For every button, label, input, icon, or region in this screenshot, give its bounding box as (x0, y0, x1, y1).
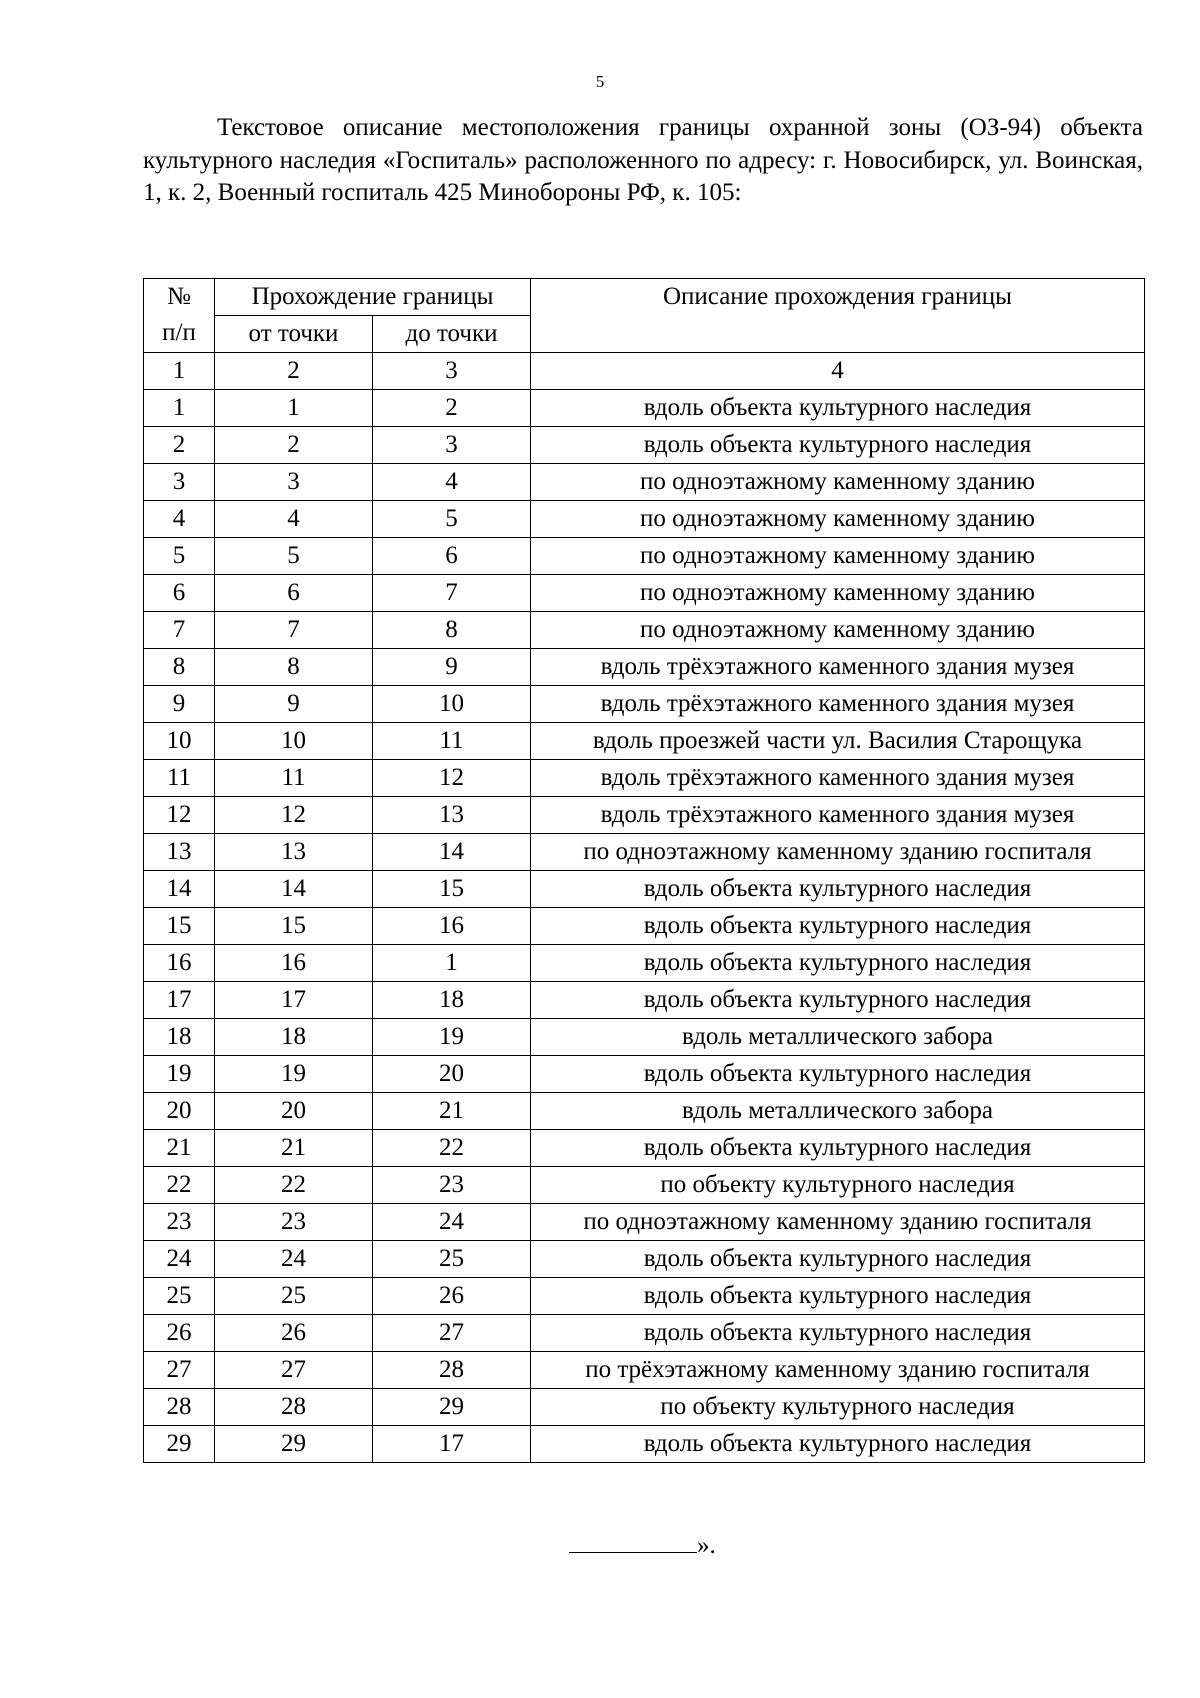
cell-description: по одноэтажному каменному зданию госпиталя (531, 1204, 1145, 1241)
column-number: 4 (531, 353, 1145, 390)
cell-to-point: 11 (373, 723, 531, 760)
cell-row-number: 28 (144, 1389, 215, 1426)
cell-to-point: 26 (373, 1278, 531, 1315)
cell-to-point: 18 (373, 982, 531, 1019)
cell-row-number: 12 (144, 797, 215, 834)
cell-description: по трёхэтажному каменному зданию госпиталя (531, 1352, 1145, 1389)
cell-row-number: 11 (144, 760, 215, 797)
page-number: 5 (595, 72, 605, 91)
cell-row-number: 16 (144, 945, 215, 982)
cell-row-number: 17 (144, 982, 215, 1019)
table-body (144, 279, 1145, 1463)
cell-to-point: 5 (373, 501, 531, 538)
cell-row-number: 25 (144, 1278, 215, 1315)
cell-to-point: 15 (373, 871, 531, 908)
table-row (144, 1093, 1145, 1130)
table-row (144, 797, 1145, 834)
cell-from-point: 7 (215, 612, 373, 649)
cell-from-point: 1 (215, 390, 373, 427)
table-row (144, 464, 1145, 501)
cell-row-number: 24 (144, 1241, 215, 1278)
cell-from-point: 4 (215, 501, 373, 538)
cell-description: вдоль объекта культурного наследия (531, 1315, 1145, 1352)
cell-row-number: 8 (144, 649, 215, 686)
cell-description: вдоль трёхэтажного каменного здания музея (531, 686, 1145, 723)
closing-quote: ». (697, 1532, 716, 1559)
closing-mark (569, 1530, 716, 1560)
header-to-point: до точки (373, 316, 531, 353)
cell-from-point: 24 (215, 1241, 373, 1278)
cell-description: вдоль объекта культурного наследия (531, 945, 1145, 982)
cell-to-point: 8 (373, 612, 531, 649)
cell-to-point: 20 (373, 1056, 531, 1093)
cell-from-point: 10 (215, 723, 373, 760)
table-row (144, 1426, 1145, 1463)
cell-description: по объекту культурного наследия (531, 1389, 1145, 1426)
cell-to-point: 4 (373, 464, 531, 501)
cell-description: вдоль объекта культурного наследия (531, 1130, 1145, 1167)
cell-to-point: 6 (373, 538, 531, 575)
cell-row-number: 4 (144, 501, 215, 538)
table-row (144, 871, 1145, 908)
cell-row-number: 27 (144, 1352, 215, 1389)
intro-paragraph: Текстовое описание местоположения границы охранной зоны (ОЗ-94) объекта культурного наследия «Госпиталь» расположенного по адресу: г. Новосибирск, ул. Воинская, 1, к. 2, Военный госпиталь 425 Минобороны РФ, к. 105: (143, 114, 1143, 206)
cell-row-number: 21 (144, 1130, 215, 1167)
cell-to-point: 3 (373, 427, 531, 464)
cell-from-point: 12 (215, 797, 373, 834)
cell-to-point: 2 (373, 390, 531, 427)
cell-to-point: 27 (373, 1315, 531, 1352)
table-row (144, 501, 1145, 538)
cell-from-point: 23 (215, 1204, 373, 1241)
table-row (144, 575, 1145, 612)
cell-description: вдоль объекта культурного наследия (531, 1278, 1145, 1315)
table-row (144, 1019, 1145, 1056)
table-row (144, 1352, 1145, 1389)
table-row (144, 686, 1145, 723)
cell-from-point: 27 (215, 1352, 373, 1389)
column-numbers-row (144, 353, 1145, 390)
cell-row-number: 26 (144, 1315, 215, 1352)
cell-to-point: 19 (373, 1019, 531, 1056)
cell-description: по объекту культурного наследия (531, 1167, 1145, 1204)
cell-row-number: 14 (144, 871, 215, 908)
cell-description: по одноэтажному каменному зданию (531, 464, 1145, 501)
table-row (144, 834, 1145, 871)
header-number (144, 279, 215, 353)
cell-description: по одноэтажному каменному зданию (531, 538, 1145, 575)
cell-to-point: 29 (373, 1389, 531, 1426)
cell-description: вдоль объекта культурного наследия (531, 908, 1145, 945)
cell-row-number: 23 (144, 1204, 215, 1241)
cell-description: вдоль объекта культурного наследия (531, 1056, 1145, 1093)
cell-description: вдоль объекта культурного наследия (531, 1426, 1145, 1463)
table-header-row (144, 279, 1145, 316)
cell-row-number: 22 (144, 1167, 215, 1204)
cell-description: вдоль объекта культурного наследия (531, 390, 1145, 427)
header-from-point: от точки (215, 316, 373, 353)
cell-description: вдоль объекта культурного наследия (531, 871, 1145, 908)
cell-description: вдоль проезжей части ул. Василия Старощука (531, 723, 1145, 760)
table-row (144, 1167, 1145, 1204)
cell-to-point: 21 (373, 1093, 531, 1130)
cell-from-point: 14 (215, 871, 373, 908)
cell-from-point: 11 (215, 760, 373, 797)
cell-row-number: 2 (144, 427, 215, 464)
table-row (144, 982, 1145, 1019)
table-row (144, 427, 1145, 464)
cell-from-point: 3 (215, 464, 373, 501)
table-row (144, 1130, 1145, 1167)
cell-to-point: 7 (373, 575, 531, 612)
cell-row-number: 19 (144, 1056, 215, 1093)
cell-row-number: 7 (144, 612, 215, 649)
cell-row-number: 3 (144, 464, 215, 501)
cell-from-point: 28 (215, 1389, 373, 1426)
cell-from-point: 29 (215, 1426, 373, 1463)
table-row (144, 649, 1145, 686)
signature-line (569, 1530, 697, 1553)
cell-from-point: 5 (215, 538, 373, 575)
cell-from-point: 18 (215, 1019, 373, 1056)
cell-to-point: 10 (373, 686, 531, 723)
cell-row-number: 18 (144, 1019, 215, 1056)
cell-from-point: 9 (215, 686, 373, 723)
cell-description: вдоль металлического забора (531, 1093, 1145, 1130)
header-description: Описание прохождения границы (531, 279, 1145, 353)
table-row (144, 1389, 1145, 1426)
header-number-line2: п/п (162, 319, 196, 346)
cell-description: вдоль трёхэтажного каменного здания музея (531, 649, 1145, 686)
cell-row-number: 5 (144, 538, 215, 575)
cell-description: вдоль объекта культурного наследия (531, 1241, 1145, 1278)
cell-from-point: 13 (215, 834, 373, 871)
cell-from-point: 17 (215, 982, 373, 1019)
table-row (144, 390, 1145, 427)
cell-from-point: 2 (215, 427, 373, 464)
column-number: 3 (373, 353, 531, 390)
table-row (144, 1056, 1145, 1093)
cell-to-point: 28 (373, 1352, 531, 1389)
cell-row-number: 15 (144, 908, 215, 945)
cell-description: вдоль металлического забора (531, 1019, 1145, 1056)
cell-from-point: 19 (215, 1056, 373, 1093)
table-row (144, 908, 1145, 945)
cell-description: по одноэтажному каменному зданию (531, 501, 1145, 538)
cell-to-point: 17 (373, 1426, 531, 1463)
table-row (144, 723, 1145, 760)
table-row (144, 1241, 1145, 1278)
cell-row-number: 29 (144, 1426, 215, 1463)
cell-description: по одноэтажному каменному зданию госпиталя (531, 834, 1145, 871)
header-number-line1: № (167, 283, 191, 310)
table-row (144, 945, 1145, 982)
cell-to-point: 13 (373, 797, 531, 834)
cell-from-point: 16 (215, 945, 373, 982)
cell-row-number: 13 (144, 834, 215, 871)
cell-description: вдоль трёхэтажного каменного здания музея (531, 760, 1145, 797)
cell-to-point: 12 (373, 760, 531, 797)
cell-to-point: 14 (373, 834, 531, 871)
table-row (144, 1278, 1145, 1315)
cell-description: вдоль трёхэтажного каменного здания музея (531, 797, 1145, 834)
cell-from-point: 21 (215, 1130, 373, 1167)
cell-to-point: 24 (373, 1204, 531, 1241)
cell-description: вдоль объекта культурного наследия (531, 982, 1145, 1019)
cell-to-point: 16 (373, 908, 531, 945)
cell-from-point: 22 (215, 1167, 373, 1204)
column-number: 1 (144, 353, 215, 390)
table-row (144, 538, 1145, 575)
cell-to-point: 22 (373, 1130, 531, 1167)
column-number: 2 (215, 353, 373, 390)
boundary-table (143, 278, 1145, 1463)
cell-to-point: 23 (373, 1167, 531, 1204)
cell-from-point: 20 (215, 1093, 373, 1130)
cell-row-number: 9 (144, 686, 215, 723)
cell-row-number: 10 (144, 723, 215, 760)
header-passage: Прохождение границы (215, 279, 531, 316)
table-row (144, 1204, 1145, 1241)
cell-row-number: 6 (144, 575, 215, 612)
cell-to-point: 1 (373, 945, 531, 982)
cell-description: по одноэтажному каменному зданию (531, 575, 1145, 612)
cell-from-point: 25 (215, 1278, 373, 1315)
cell-from-point: 8 (215, 649, 373, 686)
cell-to-point: 25 (373, 1241, 531, 1278)
cell-to-point: 9 (373, 649, 531, 686)
cell-description: вдоль объекта культурного наследия (531, 427, 1145, 464)
table-row (144, 1315, 1145, 1352)
cell-from-point: 15 (215, 908, 373, 945)
table-row (144, 760, 1145, 797)
cell-from-point: 26 (215, 1315, 373, 1352)
table-row (144, 612, 1145, 649)
cell-row-number: 20 (144, 1093, 215, 1130)
cell-row-number: 1 (144, 390, 215, 427)
cell-from-point: 6 (215, 575, 373, 612)
cell-description: по одноэтажному каменному зданию (531, 612, 1145, 649)
